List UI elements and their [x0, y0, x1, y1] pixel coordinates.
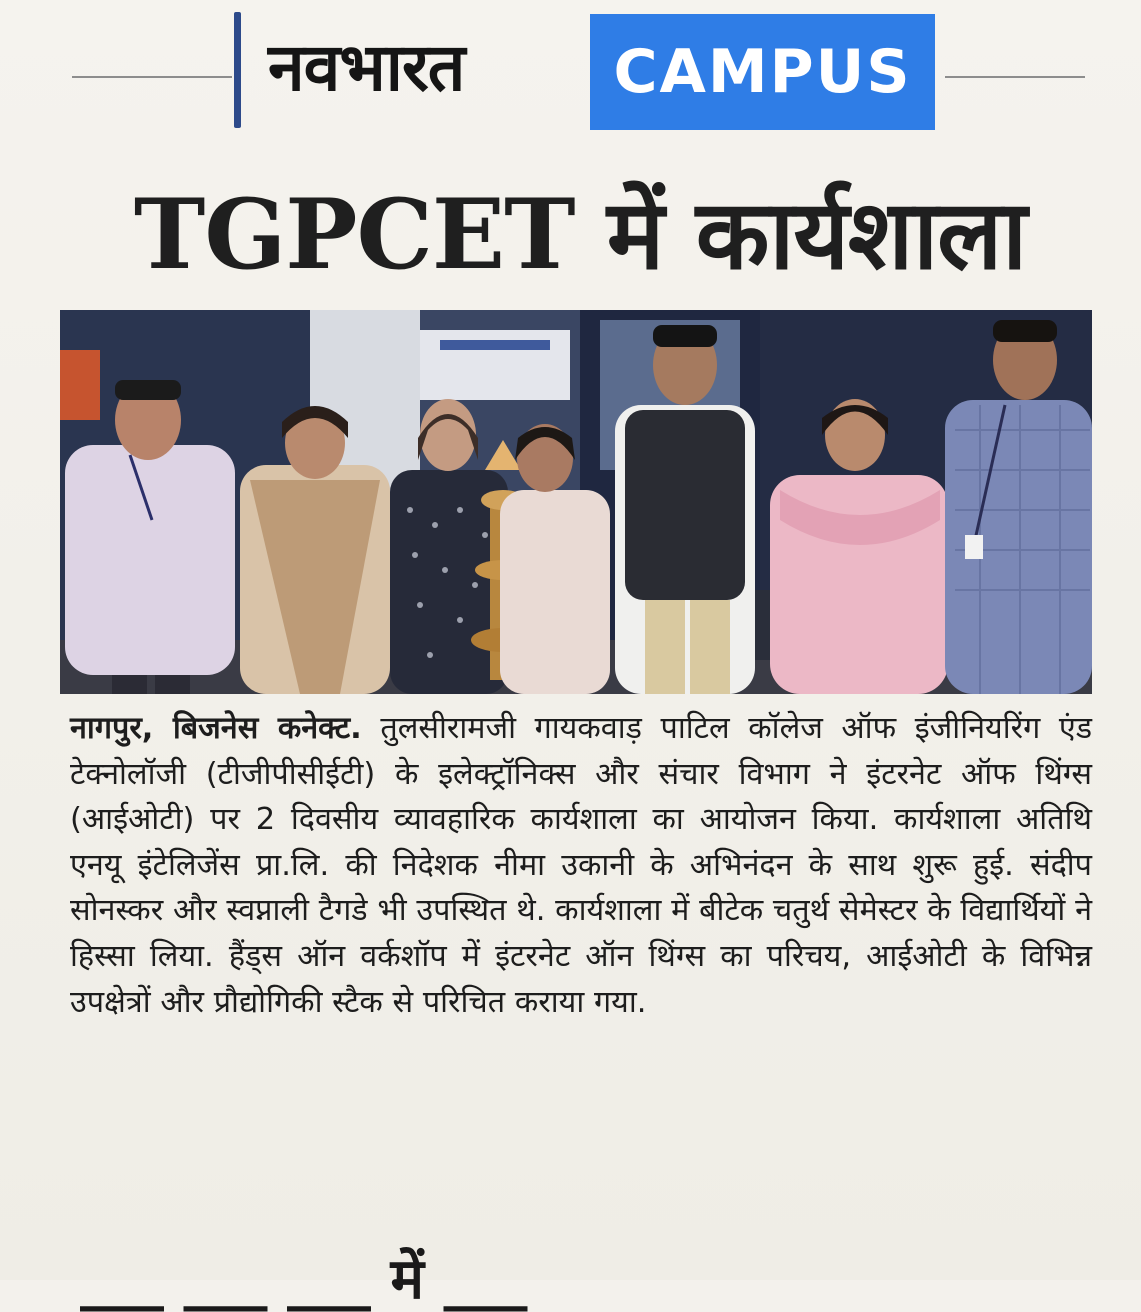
poster-left [60, 350, 100, 420]
article-text: तुलसीरामजी गायकवाड़ पाटिल कॉलेज ऑफ इंजीनियरिंग एंड टेक्नोलॉजी (टीजीपीसीईटी) के इलेक्ट्रॉनिक्स और संचार विभाग ने इंटरनेट ऑफ थिंग्स (आईओटी) पर 2 दिवसीय व्यावहारिक कार्यशाला का आयोजन किया. कार्यशाला अतिथि एनयू इंटेलिजेंस प्रा.लि. की निदेशक नीमा उकानी के अभिनंदन के साथ शुरू हुई. संदीप सोनस्कर और स्वप्नाली टैगडे भी उपस्थित थे. कार्यशाला में बीटेक चतुर्थ सेमेस्टर के विद्यार्थियों ने हिस्सा लिया. हैंड्स ऑन वर्कशॉप में इंटरनेट ऑन थिंग्स का परिचय, आईओटी के विभिन्न उपक्षेत्रों और प्रौद्योगिकी स्टैक से परिचित कराया गया. [70, 711, 1093, 1020]
article-photo [60, 310, 1092, 694]
masthead-rule-left [72, 76, 232, 78]
article-body [70, 706, 1092, 1216]
article-headline: TGPCET में कार्यशाला [133, 178, 1027, 291]
next-article-headline-cropped [80, 1247, 1090, 1312]
group-photo-illustration [60, 310, 1092, 694]
masthead-accent-bar [234, 12, 241, 128]
masthead-rule-right [945, 76, 1085, 78]
next-headline-fragment: ___ ___ ___ में ___ [80, 1247, 528, 1312]
banner-text-line [440, 340, 550, 350]
newspaper-brand: नवभारत [268, 29, 465, 106]
section-label-box [590, 14, 935, 130]
section-label: CAMPUS [613, 37, 912, 107]
article-dateline: नागपुर, बिजनेस कनेक्ट. [70, 711, 362, 746]
